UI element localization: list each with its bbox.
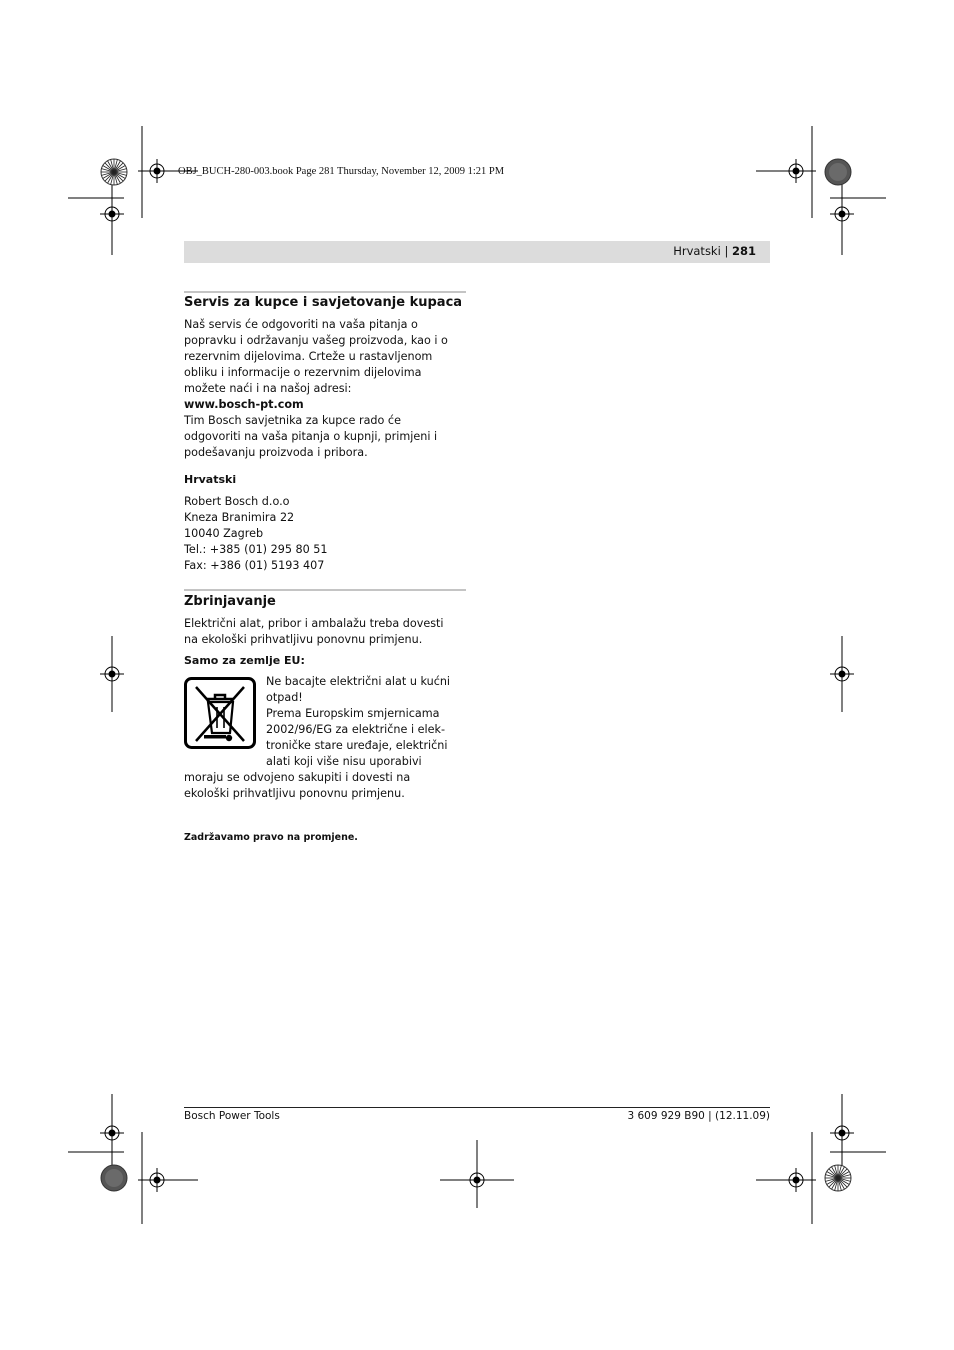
text-line: Naš servis će odgovoriti na vaša pitanja o xyxy=(184,318,418,331)
header-language: Hrvatski xyxy=(673,244,721,258)
disposal-text xyxy=(184,616,474,648)
weee-side-text xyxy=(266,674,476,770)
crosshair-registration-icon xyxy=(830,1121,854,1145)
text-line: odgovoriti na vaša pitanja o kupnji, primjeni i xyxy=(184,430,438,443)
contact-address xyxy=(184,494,474,574)
service-text xyxy=(184,317,474,461)
print-info-line: OBJ_BUCH-280-003.book Page 281 Thursday, November 12, 2009 1:21 PM xyxy=(178,166,505,177)
website-link[interactable]: www.bosch-pt.com xyxy=(184,398,304,411)
text-line: moraju se odvojeno sakupiti i dovesti na xyxy=(184,771,411,784)
address-line: Kneza Branimira 22 xyxy=(184,511,295,524)
eu-heading: Samo za zemlje EU: xyxy=(184,654,305,667)
phone-line: Tel.: +385 (01) 295 80 51 xyxy=(184,543,328,556)
text-line: Električni alat, pribor i ambalažu treba dovesti xyxy=(184,617,444,630)
header-separator: | xyxy=(724,244,729,258)
page-header xyxy=(673,244,756,258)
crosshair-registration-icon xyxy=(784,159,808,183)
text-line: obliku i informacije o rezervnim dijelovima xyxy=(184,366,422,379)
disposal-heading: Zbrinjavanje xyxy=(184,594,276,609)
text-line: otpad! xyxy=(266,691,303,704)
address-line: Robert Bosch d.o.o xyxy=(184,495,290,508)
crossed-out-wheelie-bin-icon xyxy=(184,677,256,749)
crosshair-registration-icon xyxy=(830,202,854,226)
text-line: možete naći i na našoj adresi: xyxy=(184,382,352,395)
text-line: rezervnim dijelovima. Crteže u rastavljenom xyxy=(184,350,433,363)
color-bar-wheel-icon xyxy=(101,1165,127,1191)
service-heading: Servis za kupce i savjetovanje kupaca xyxy=(184,295,463,310)
section-rule xyxy=(184,291,466,293)
color-bar-wheel-icon xyxy=(101,159,127,185)
text-line: 2002/96/EG za električne i elek- xyxy=(266,723,446,736)
crosshair-registration-icon xyxy=(145,1168,169,1192)
crosshair-registration-icon xyxy=(100,662,124,686)
color-bar-wheel-icon xyxy=(825,159,851,185)
crosshair-registration-icon xyxy=(100,1121,124,1145)
change-notice: Zadržavamo pravo na promjene. xyxy=(184,832,358,843)
page-number: 281 xyxy=(731,244,756,258)
crosshair-registration-icon xyxy=(465,1168,489,1192)
text-line: popravku i održavanju vašeg proizvoda, kao i o xyxy=(184,334,448,347)
text-line: ekološki prihvatljivu ponovnu primjenu. xyxy=(184,787,405,800)
section-rule xyxy=(184,589,466,591)
text-line: na ekološki prihvatljivu ponovnu primjenu. xyxy=(184,633,423,646)
text-line: podešavanju proizvoda i pribora. xyxy=(184,446,368,459)
fax-line: Fax: +386 (01) 5193 407 xyxy=(184,559,325,572)
color-bar-wheel-icon xyxy=(825,1165,851,1191)
crosshair-registration-icon xyxy=(830,662,854,686)
footer-rule xyxy=(184,1107,770,1108)
crosshair-registration-icon xyxy=(784,1168,808,1192)
crosshair-registration-icon xyxy=(145,159,169,183)
crosshair-registration-icon xyxy=(100,202,124,226)
text-line: Tim Bosch savjetnika za kupce rado će xyxy=(184,414,401,427)
text-line: Prema Europskim smjernicama xyxy=(266,707,440,720)
text-line: Ne bacajte električni alat u kućni xyxy=(266,675,451,688)
footer-doc-number: 3 609 929 B90 | (12.11.09) xyxy=(627,1110,770,1122)
footer-brand: Bosch Power Tools xyxy=(184,1110,280,1122)
text-line: alati koji više nisu uporabivi xyxy=(266,755,422,768)
weee-continued-text xyxy=(184,770,474,802)
address-line: 10040 Zagreb xyxy=(184,527,264,540)
text-line: troničke stare uređaje, električni xyxy=(266,739,448,752)
contact-country-heading: Hrvatski xyxy=(184,473,237,486)
